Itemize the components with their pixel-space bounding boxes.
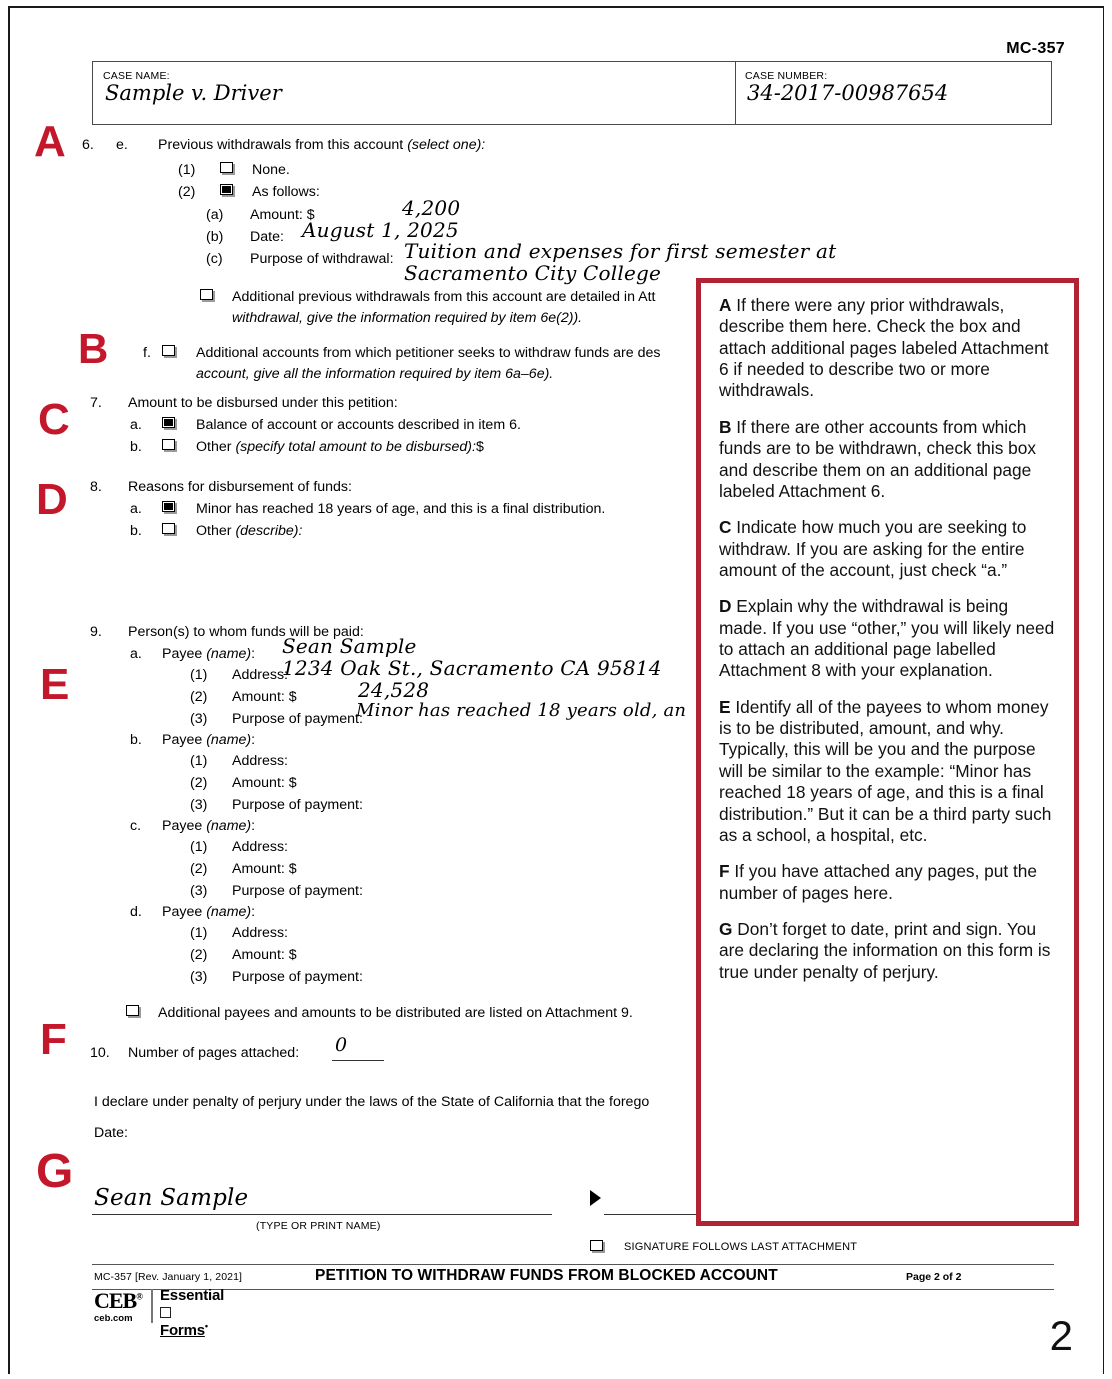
payee-colon: :	[251, 818, 256, 834]
item9c-letter: c.	[130, 818, 142, 834]
form-number: MC-357	[1006, 40, 1065, 57]
payee-name-italic: (name)	[206, 732, 252, 748]
item7-number: 7.	[90, 395, 102, 411]
item8b-describe: (describe):	[235, 523, 303, 539]
callout-text-b: If there are other accounts from which funds are to be withdrawn, check this box and describe them on an additional page labeled Attachment 6.	[719, 416, 1036, 501]
item9-number: 9.	[90, 624, 102, 640]
item9a-payee-name[interactable]: Sean Sample	[282, 634, 417, 658]
item8a-text: Minor has reached 18 years of age, and this is a final distribution.	[196, 501, 606, 517]
payee-colon: :	[251, 646, 256, 662]
marker-f: F	[40, 1015, 67, 1064]
marker-e: E	[40, 660, 70, 709]
item8a-letter: a.	[130, 501, 142, 517]
item9a-3-text: Purpose of payment:	[232, 711, 363, 727]
item6f-checkbox[interactable]	[162, 345, 177, 359]
payee-word: Payee	[162, 904, 203, 920]
item8-title: Reasons for disbursement of funds:	[128, 479, 352, 495]
item9d-payee-label	[162, 905, 255, 919]
item6ea-value[interactable]: 4,200	[402, 196, 461, 220]
item6f-text2: account, give all the information required by item 6a–6e).	[196, 366, 554, 382]
signature-follows-text: SIGNATURE FOLLOWS LAST ATTACHMENT	[624, 1241, 858, 1253]
ceb-forms-text: Forms	[160, 1322, 205, 1339]
item6e2-text: As follows:	[252, 184, 320, 200]
item9c-1-text: Address:	[232, 839, 288, 855]
item9b-1-text: Address:	[232, 753, 288, 769]
item9a-1-label: (1)	[190, 667, 208, 683]
callout-note-d	[719, 596, 1060, 681]
item8b-label: Other	[196, 523, 232, 539]
case-number-value[interactable]: 34-2017-00987654	[747, 81, 949, 105]
item8a-checkbox[interactable]	[162, 501, 177, 515]
item9c-payee-label	[162, 819, 255, 833]
item9a-payee-label	[162, 647, 255, 661]
item9-title: Person(s) to whom funds will be paid:	[128, 624, 364, 640]
item8b-checkbox[interactable]	[162, 523, 177, 537]
callout-text-g: Don’t forget to date, print and sign. You are declaring the information on this form is true under penalty of perjury.	[719, 918, 1051, 982]
item9a-2-label: (2)	[190, 689, 208, 705]
item7a-letter: a.	[130, 417, 142, 433]
callout-note-f	[719, 861, 1060, 904]
item9a-address[interactable]: 1234 Oak St., Sacramento CA 95814	[282, 656, 662, 680]
payee-colon: :	[251, 904, 256, 920]
payee-word: Payee	[162, 732, 203, 748]
item9-additional-checkbox[interactable]	[126, 1005, 141, 1019]
item6eb-label: (b)	[206, 229, 224, 245]
ceb-mark-text: CEB	[94, 1288, 137, 1313]
item6f-text: Additional accounts from which petitioner seeks to withdraw funds are des	[196, 345, 661, 361]
callout-letter-g: G	[719, 918, 733, 939]
signature-follows-checkbox[interactable]	[590, 1240, 605, 1254]
item7-title: Amount to be disbursed under this petition:	[128, 395, 398, 411]
callout-letter-b: B	[719, 416, 732, 437]
callout-note-a	[719, 295, 1060, 402]
callout-note-g	[719, 919, 1060, 983]
case-name-label: CASE NAME:	[103, 70, 170, 82]
callout-letter-e: E	[719, 696, 731, 717]
item10-underline	[332, 1060, 384, 1061]
page-number: 2	[1049, 1312, 1073, 1359]
item7a-text: Balance of account or accounts described in item 6.	[196, 417, 521, 433]
print-name-caption: (TYPE OR PRINT NAME)	[256, 1220, 381, 1232]
item9a-2-text: Amount: $	[232, 689, 297, 705]
item9a-3-label: (3)	[190, 711, 208, 727]
marker-c: C	[38, 395, 70, 444]
item6ec-value-line2[interactable]: Sacramento City College	[404, 261, 662, 285]
callout-note-b	[719, 417, 1060, 502]
footer-page: Page 2 of 2	[906, 1271, 962, 1283]
item7b-letter: b.	[130, 439, 142, 455]
callout-text-e: Identify all of the payees to whom money is to be distributed, amount, and why. Typically, this will be you and the purpose will be similar to the example: “Minor has reached 18 years of age, and this is a final distribution.” But it can be a third party such as a school, a hospital, etc.	[719, 696, 1052, 845]
declaration-date-label: Date:	[94, 1125, 128, 1141]
ceb-essential: Essential	[160, 1287, 225, 1304]
item9b-payee-label	[162, 733, 255, 747]
print-name-value[interactable]: Sean Sample	[94, 1185, 249, 1211]
item6e-additional-checkbox[interactable]	[200, 289, 215, 303]
item6e-additional-text2: withdrawal, give the information required by item 6e(2)).	[232, 310, 583, 326]
footer-rule-top	[92, 1264, 1054, 1265]
item6ea-label: (a)	[206, 207, 224, 223]
item7b-checkbox[interactable]	[162, 439, 177, 453]
item9b-2-label: (2)	[190, 775, 208, 791]
item6e-text	[158, 138, 485, 152]
marker-g: G	[36, 1145, 74, 1198]
item9d-letter: d.	[130, 904, 142, 920]
payee-name-italic: (name)	[206, 818, 252, 834]
marker-b: B	[78, 325, 109, 372]
item7b-label: Other	[196, 439, 232, 455]
callout-letter-d: D	[719, 596, 732, 617]
item6e-label: Previous withdrawals from this account	[158, 137, 404, 153]
item9c-2-label: (2)	[190, 861, 208, 877]
item6e1-text: None.	[252, 162, 290, 178]
payee-name-italic: (name)	[206, 646, 252, 662]
item9a-letter: a.	[130, 646, 142, 662]
item9b-3-text: Purpose of payment:	[232, 797, 363, 813]
item7b-text	[196, 440, 484, 454]
item6ec-text: Purpose of withdrawal:	[250, 251, 394, 267]
item10-number: 10.	[90, 1045, 110, 1061]
item6eb-value[interactable]: August 1, 2025	[302, 218, 459, 242]
item10-value[interactable]: 0	[335, 1034, 348, 1056]
item9b-2-text: Amount: $	[232, 775, 297, 791]
item6f-letter: f.	[143, 345, 151, 361]
item9a-purpose[interactable]: Minor has reached 18 years old, an	[356, 700, 687, 721]
item9d-1-text: Address:	[232, 925, 288, 941]
callout-letter-a: A	[719, 295, 732, 315]
forms-glyph-icon	[160, 1307, 171, 1318]
item6ec-value-line1[interactable]: Tuition and expenses for first semester at	[404, 239, 837, 263]
marker-a: A	[34, 117, 66, 166]
item9d-3-text: Purpose of payment:	[232, 969, 363, 985]
item8b-text	[196, 524, 302, 538]
ceb-forms-sup: •	[204, 1321, 208, 1331]
item9b-3-label: (3)	[190, 797, 208, 813]
footer-revision: MC-357 [Rev. January 1, 2021]	[94, 1271, 243, 1283]
callout-note-e	[719, 697, 1060, 847]
item9a-amount[interactable]: 24,528	[358, 678, 430, 702]
item9b-letter: b.	[130, 732, 142, 748]
annotation-callout-panel	[696, 278, 1079, 1226]
item6e-letter: e.	[116, 137, 128, 153]
callout-text-a: If there were any prior withdrawals, describe them here. Check the box and attach additional pages labeled Attachment 6 if needed to describe two or more withdrawals.	[719, 295, 1049, 401]
item6eb-text: Date:	[250, 229, 284, 245]
footer-title: PETITION TO WITHDRAW FUNDS FROM BLOCKED ACCOUNT	[315, 1267, 778, 1284]
item6e2-checkbox[interactable]	[220, 184, 235, 198]
item9-additional-text: Additional payees and amounts to be distributed are listed on Attachment 9.	[158, 1005, 633, 1021]
callout-text-f: If you have attached any pages, put the number of pages here.	[719, 861, 1038, 903]
item6-number: 6.	[82, 137, 94, 153]
item6e1-label: (1)	[178, 162, 196, 178]
item7b-specify: (specify total amount to be disbursed):	[235, 439, 476, 455]
signature-pointer-icon	[590, 1190, 601, 1206]
case-number-label: CASE NUMBER:	[745, 70, 828, 82]
form-page	[8, 6, 1104, 1374]
payee-name-italic: (name)	[206, 904, 252, 920]
item10-text: Number of pages attached:	[128, 1045, 300, 1061]
item6e-select-one: (select one):	[407, 137, 486, 153]
item9c-3-text: Purpose of payment:	[232, 883, 363, 899]
item6e1-checkbox[interactable]	[220, 162, 235, 176]
item9d-2-label: (2)	[190, 947, 208, 963]
item7a-checkbox[interactable]	[162, 417, 177, 431]
callout-letter-f: F	[719, 861, 730, 882]
item6e-additional-text: Additional previous withdrawals from this account are detailed in Att	[232, 289, 656, 305]
item6ea-text: Amount: $	[250, 207, 315, 223]
callout-letter-c: C	[719, 517, 732, 538]
print-name-line	[92, 1214, 552, 1215]
item9d-3-label: (3)	[190, 969, 208, 985]
item9d-1-label: (1)	[190, 925, 208, 941]
item9c-2-text: Amount: $	[232, 861, 297, 877]
declaration-text: I declare under penalty of perjury under the laws of the State of California that the forego	[94, 1094, 650, 1110]
payee-colon: :	[251, 732, 256, 748]
callout-text-c: Indicate how much you are seeking to withdraw. If you are asking for the entire amount of the account, just check “a.”	[719, 517, 1027, 580]
item8b-letter: b.	[130, 523, 142, 539]
ceb-wordmark	[94, 1288, 142, 1314]
callout-note-c	[719, 517, 1060, 581]
item6e2-label: (2)	[178, 184, 196, 200]
item6ec-label: (c)	[206, 251, 223, 267]
item9d-2-text: Amount: $	[232, 947, 297, 963]
item9c-1-label: (1)	[190, 839, 208, 855]
item9a-1-text: Address:	[232, 667, 288, 683]
marker-d: D	[36, 475, 68, 524]
payee-word: Payee	[162, 646, 203, 662]
payee-word: Payee	[162, 818, 203, 834]
ceb-mark-sup: ®	[136, 1291, 142, 1302]
item7b-dollar: $	[475, 439, 484, 455]
footer-rule-bottom	[92, 1289, 1054, 1290]
item9b-1-label: (1)	[190, 753, 208, 769]
item8-number: 8.	[90, 479, 102, 495]
ceb-divider	[151, 1289, 153, 1323]
item9c-3-label: (3)	[190, 883, 208, 899]
ceb-url: ceb.com	[94, 1313, 133, 1324]
ceb-forms	[160, 1304, 208, 1339]
callout-text-d: Explain why the withdrawal is being made. If you use “other,” you will likely need to attach an additional page labelled Attachment 8 with your explanation.	[719, 596, 1055, 681]
case-name-value[interactable]: Sample v. Driver	[105, 81, 282, 105]
